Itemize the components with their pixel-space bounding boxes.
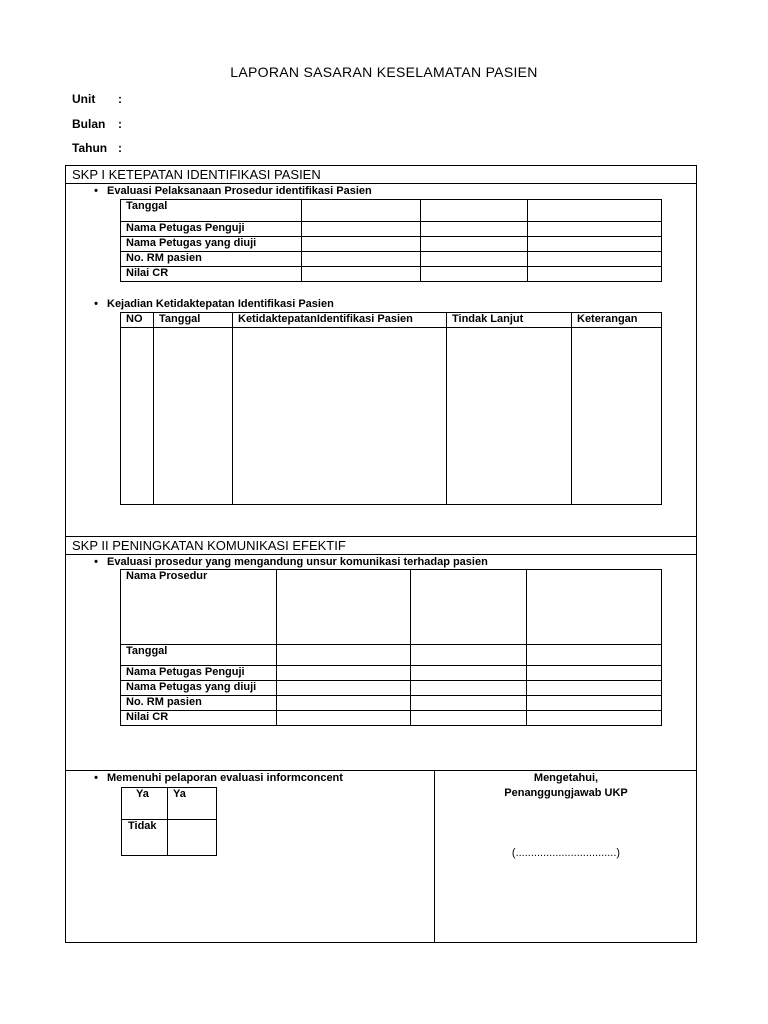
row-label: Nama Petugas yang diuji bbox=[121, 237, 302, 252]
cell[interactable] bbox=[421, 237, 528, 252]
cell[interactable] bbox=[154, 328, 233, 505]
cell[interactable] bbox=[421, 252, 528, 267]
cell[interactable] bbox=[121, 328, 154, 505]
cell[interactable] bbox=[528, 237, 662, 252]
yes-label: Ya bbox=[122, 788, 168, 820]
cell[interactable] bbox=[421, 200, 528, 222]
page-title: LAPORAN SASARAN KESELAMATAN PASIEN bbox=[230, 64, 538, 80]
cell[interactable] bbox=[302, 267, 421, 282]
row-label: Nama Prosedur bbox=[121, 570, 277, 645]
row-label: No. RM pasien bbox=[121, 252, 302, 267]
cell[interactable] bbox=[302, 252, 421, 267]
row-label: Nilai CR bbox=[121, 267, 302, 282]
col-header: NO bbox=[121, 313, 154, 328]
bottom-bullet bbox=[85, 772, 343, 784]
col-header: KetidaktepatanIdentifikasi Pasien bbox=[233, 313, 447, 328]
meta-sep: : bbox=[118, 92, 122, 106]
row-label: Tanggal bbox=[121, 200, 302, 222]
cell[interactable] bbox=[233, 328, 447, 505]
meta-sep: : bbox=[118, 141, 122, 155]
sign-line1: Mengetahui, bbox=[533, 772, 599, 784]
skp1-heading: SKP I KETEPATAN IDENTIFIKASI PASIEN bbox=[65, 165, 697, 184]
bottom-bullet-text: Memenuhi pelaporan evaluasi informconcent bbox=[107, 772, 343, 784]
bullet-dot: • bbox=[94, 772, 98, 784]
row-label: Nama Petugas Penguji bbox=[121, 666, 277, 681]
cell[interactable] bbox=[421, 267, 528, 282]
cell[interactable] bbox=[528, 200, 662, 222]
cell[interactable] bbox=[527, 570, 662, 645]
meta-sep: : bbox=[118, 117, 122, 131]
cell[interactable] bbox=[527, 696, 662, 711]
cell[interactable] bbox=[528, 252, 662, 267]
cell[interactable] bbox=[277, 711, 411, 726]
cell[interactable] bbox=[447, 328, 572, 505]
cell[interactable] bbox=[411, 681, 527, 696]
no-label: Tidak bbox=[122, 820, 168, 856]
row-label: Nama Petugas Penguji bbox=[121, 222, 302, 237]
cell[interactable] bbox=[528, 222, 662, 237]
skp1-incident-table bbox=[120, 312, 662, 505]
bullet-dot: • bbox=[94, 298, 98, 310]
sign-line2: Penanggungjawab UKP bbox=[504, 787, 628, 799]
meta-label: Bulan bbox=[72, 117, 106, 131]
cell[interactable] bbox=[277, 681, 411, 696]
meta-label: Unit bbox=[72, 92, 96, 106]
signature-blank[interactable]: (.................................) bbox=[511, 847, 621, 859]
cell[interactable] bbox=[421, 222, 528, 237]
skp1-bullet1 bbox=[85, 185, 372, 197]
skp2-bullet1-text: Evaluasi prosedur yang mengandung unsur komunikasi terhadap pasien bbox=[107, 556, 488, 568]
skp1-bullet2 bbox=[85, 298, 334, 310]
skp2-evaluation-table bbox=[120, 569, 662, 726]
cell[interactable] bbox=[527, 681, 662, 696]
col-header: Tindak Lanjut bbox=[447, 313, 572, 328]
skp2-heading: SKP II PENINGKATAN KOMUNIKASI EFEKTIF bbox=[65, 536, 697, 555]
skp1-evaluation-table bbox=[120, 199, 662, 282]
cell[interactable] bbox=[411, 645, 527, 666]
cell[interactable] bbox=[411, 666, 527, 681]
bullet-dot: • bbox=[94, 556, 98, 568]
cell[interactable] bbox=[277, 570, 411, 645]
cell[interactable] bbox=[411, 570, 527, 645]
yes-no-table bbox=[121, 787, 217, 856]
skp2-bullet1 bbox=[85, 556, 488, 568]
cell[interactable] bbox=[528, 267, 662, 282]
col-header: Tanggal bbox=[154, 313, 233, 328]
bottom-divider bbox=[65, 770, 697, 771]
cell[interactable] bbox=[168, 820, 217, 856]
cell[interactable] bbox=[527, 666, 662, 681]
cell[interactable] bbox=[302, 237, 421, 252]
skp1-bullet2-text: Kejadian Ketidaktepatan Identifikasi Pasien bbox=[107, 298, 334, 310]
row-label: Tanggal bbox=[121, 645, 277, 666]
meta-unit bbox=[72, 92, 122, 106]
cell[interactable] bbox=[302, 200, 421, 222]
row-label: Nilai CR bbox=[121, 711, 277, 726]
meta-tahun bbox=[72, 141, 122, 155]
cell[interactable] bbox=[527, 645, 662, 666]
bullet-dot: • bbox=[94, 185, 98, 197]
col-header: Keterangan bbox=[572, 313, 662, 328]
meta-label: Tahun bbox=[72, 141, 108, 155]
yes-label-2: Ya bbox=[168, 788, 217, 820]
cell[interactable] bbox=[277, 696, 411, 711]
cell[interactable] bbox=[277, 666, 411, 681]
cell[interactable] bbox=[277, 645, 411, 666]
cell[interactable] bbox=[527, 711, 662, 726]
cell[interactable] bbox=[411, 696, 527, 711]
cell[interactable] bbox=[302, 222, 421, 237]
row-label: No. RM pasien bbox=[121, 696, 277, 711]
meta-bulan bbox=[72, 117, 122, 131]
row-label: Nama Petugas yang diuji bbox=[121, 681, 277, 696]
cell[interactable] bbox=[411, 711, 527, 726]
cell[interactable] bbox=[572, 328, 662, 505]
skp1-bullet1-text: Evaluasi Pelaksanaan Prosedur identifikasi Pasien bbox=[107, 185, 372, 197]
